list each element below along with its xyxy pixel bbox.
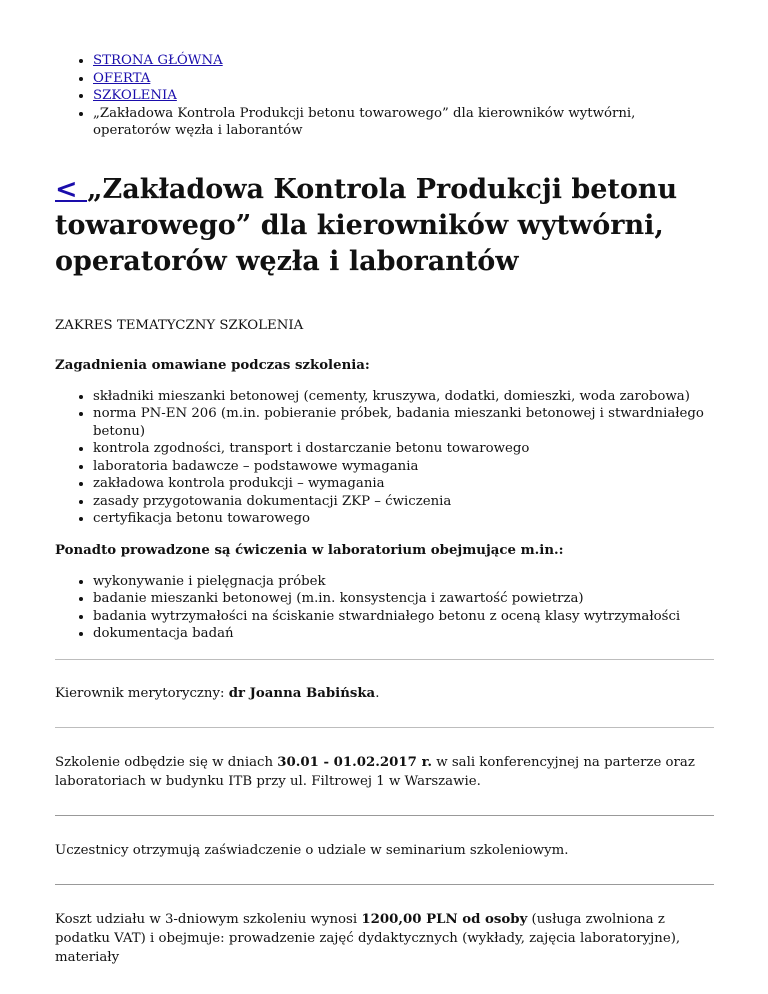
divider [55, 815, 714, 816]
breadcrumb [55, 52, 714, 140]
manager-prefix: Kierownik merytoryczny: [55, 685, 229, 701]
exercises-list [55, 573, 714, 643]
list-item: • dokumentacja badań [93, 625, 714, 643]
divider [55, 884, 714, 885]
list-item: • wykonywanie i pielęgnacja próbek [93, 573, 714, 591]
list-item: • certyfikacja betonu towarowego [93, 510, 714, 528]
list-item: • badania wytrzymałości na ściskanie stwardniałego betonu z oceną klasy wytrzymałości [93, 608, 714, 626]
scope-heading: ZAKRES TEMATYCZNY SZKOLENIA [55, 317, 304, 333]
manager-name: dr Joanna Babińska [228, 685, 376, 701]
certificate-text: Uczestnicy otrzymują zaświadczenie o udziale w seminarium szkoleniowym. [55, 842, 569, 858]
schedule-dates: 30.01 - 01.02.2017 r. [277, 754, 432, 770]
schedule-text [55, 753, 714, 791]
schedule-prefix: Szkolenie odbędzie się w dniach [55, 754, 278, 770]
page-title [55, 172, 714, 280]
list-item: • składniki mieszanki betonowej (cementy, kruszywa, dodatki, domieszki, woda zarobowa) [93, 388, 714, 406]
breadcrumb-item-current: • „Zakładowa Kontrola Produkcji betonu towarowego” dla kierowników wytwórni, operatorów węzła i laborantów [93, 105, 714, 140]
list-item: • zakładowa kontrola produkcji – wymagania [93, 475, 714, 493]
cost-text [55, 910, 714, 967]
topics-heading: Zagadnienia omawiane podczas szkolenia: [55, 357, 370, 373]
breadcrumb-link-trainings[interactable]: SZKOLENIA [93, 88, 177, 103]
topics-list [55, 388, 714, 528]
breadcrumb-item-offer[interactable] [93, 70, 714, 88]
exercises-heading: Ponadto prowadzone są ćwiczenia w laboratorium obejmujące m.in.: [55, 542, 564, 558]
list-item: • kontrola zgodności, transport i dostarczanie betonu towarowego [93, 440, 714, 458]
list-item: • zasady przygotowania dokumentacji ZKP – ćwiczenia [93, 493, 714, 511]
cost-suffix: (usługa zwolniona z podatku VAT) i obejmuje: prowadzenie zajęć dydaktycznych (wykłady, zajęcia laboratoryjne), materiały [55, 911, 681, 965]
list-item: • badanie mieszanki betonowej (m.in. konsystencja i zawartość powietrza) [93, 590, 714, 608]
cost-price: 1200,00 PLN od osoby [361, 911, 528, 927]
cost-prefix: Koszt udziału w 3-dniowym szkoleniu wynosi [55, 911, 362, 927]
divider [55, 659, 714, 660]
breadcrumb-item-home[interactable] [93, 52, 714, 70]
breadcrumb-item-trainings[interactable] [93, 87, 714, 105]
list-item: • laboratoria badawcze – podstawowe wymagania [93, 458, 714, 476]
divider [55, 727, 714, 728]
manager-text [55, 684, 714, 703]
manager-suffix: . [375, 685, 380, 701]
page-title-text: „Zakładowa Kontrola Produkcji betonu towarowego” dla kierowników wytwórni, operatorów węzła i laborantów [55, 173, 678, 277]
list-item: • norma PN-EN 206 (m.in. pobieranie próbek, badania mieszanki betonowej i stwardniałego betonu) [93, 405, 714, 440]
breadcrumb-link-offer[interactable]: OFERTA [93, 70, 151, 86]
back-link[interactable]: < [55, 173, 88, 205]
breadcrumb-link-home[interactable]: STRONA GŁÓWNA [93, 53, 223, 68]
schedule-suffix: w sali konferencyjnej na parterze oraz laboratoriach w budynku ITB przy ul. Filtrowej 1 w Warszawie. [55, 754, 695, 789]
